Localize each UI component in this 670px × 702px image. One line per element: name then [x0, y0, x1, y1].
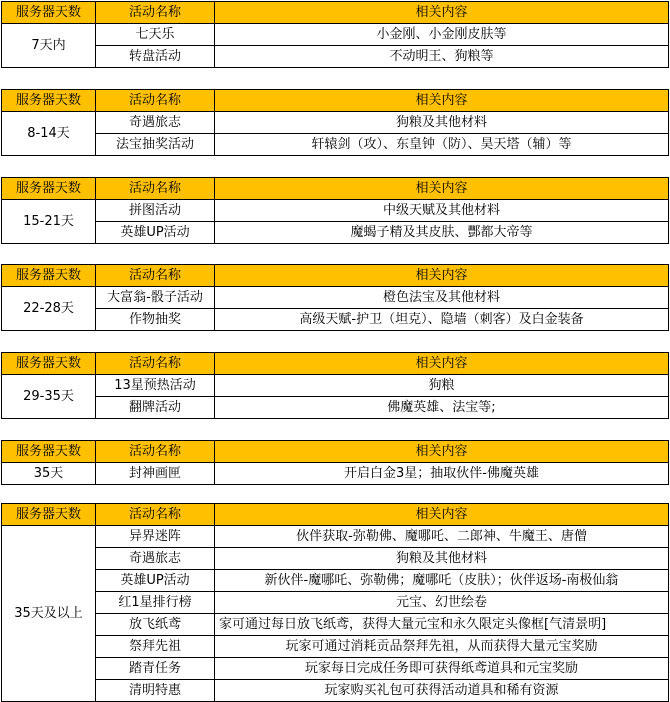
content-cell: 狗粮: [215, 375, 669, 397]
header-server-days: 服务器天数: [2, 441, 96, 463]
table-row: [2, 287, 669, 309]
content-cell: 小金刚、小金刚皮肤等: [215, 24, 669, 46]
table-row: [2, 222, 669, 244]
content-cell: 佛魔英雄、法宝等;: [215, 397, 669, 419]
activity-name-cell: 异界迷阵: [96, 526, 215, 548]
content-cell: 家可通过每日放飞纸鸢，获得大量元宝和永久限定头像框[气清景明]: [215, 614, 669, 636]
activity-name-cell: 清明特惠: [96, 680, 215, 702]
content-cell: 高级天赋-护卫（坦克）、隐墙（刺客）及白金装备: [215, 309, 669, 331]
header-activity-name: 活动名称: [96, 178, 215, 200]
table-row: [2, 570, 669, 592]
activity-name-cell: 英雄UP活动: [96, 570, 215, 592]
content-cell: 狗粮及其他材料: [215, 112, 669, 134]
header-content: 相关内容: [215, 441, 669, 463]
activity-name-cell: 大富翁-骰子活动: [96, 287, 215, 309]
table-header-row: [2, 504, 669, 526]
table-row: [2, 24, 669, 46]
header-activity-name: 活动名称: [96, 90, 215, 112]
header-content: 相关内容: [215, 353, 669, 375]
server-day-cell: 8-14天: [2, 112, 96, 156]
activity-name-cell: 七天乐: [96, 24, 215, 46]
table-row: [2, 548, 669, 570]
table-row: [2, 46, 669, 68]
header-server-days: 服务器天数: [2, 90, 96, 112]
header-content: 相关内容: [215, 265, 669, 287]
table-header-row: [2, 353, 669, 375]
activity-table-4: [1, 264, 669, 331]
header-content: 相关内容: [215, 90, 669, 112]
activity-table-6: [1, 440, 669, 485]
table-header-row: [2, 178, 669, 200]
content-cell: 开启白金3星；抽取伙伴-佛魔英雄: [215, 463, 669, 485]
table-row: [2, 592, 669, 614]
header-activity-name: 活动名称: [96, 265, 215, 287]
table-row: [2, 397, 669, 419]
header-activity-name: 活动名称: [96, 441, 215, 463]
server-day-cell: 29-35天: [2, 375, 96, 419]
activity-name-cell: 红1星排行榜: [96, 592, 215, 614]
content-cell: 橙色法宝及其他材料: [215, 287, 669, 309]
header-content: 相关内容: [215, 178, 669, 200]
activity-name-cell: 奇遇旅志: [96, 112, 215, 134]
activity-name-cell: 法宝抽奖活动: [96, 134, 215, 156]
header-content: 相关内容: [215, 504, 669, 526]
activity-name-cell: 奇遇旅志: [96, 548, 215, 570]
activity-name-cell: 祭拜先祖: [96, 636, 215, 658]
header-server-days: 服务器天数: [2, 2, 96, 24]
table-row: [2, 200, 669, 222]
activity-table-5: [1, 352, 669, 419]
header-content: 相关内容: [215, 2, 669, 24]
content-cell: 玩家购买礼包可获得活动道具和稀有资源: [215, 680, 669, 702]
header-activity-name: 活动名称: [96, 2, 215, 24]
header-server-days: 服务器天数: [2, 178, 96, 200]
table-header-row: [2, 90, 669, 112]
activity-name-cell: 转盘活动: [96, 46, 215, 68]
header-activity-name: 活动名称: [96, 353, 215, 375]
content-cell: 中级天赋及其他材料: [215, 200, 669, 222]
header-server-days: 服务器天数: [2, 353, 96, 375]
activity-table-1: [1, 1, 669, 68]
content-cell: 不动明王、狗粮等: [215, 46, 669, 68]
server-day-cell: 22-28天: [2, 287, 96, 331]
activity-name-cell: 英雄UP活动: [96, 222, 215, 244]
table-row: [2, 526, 669, 548]
table-row: [2, 375, 669, 397]
content-cell: 轩辕剑（攻）、东皇钟（防）、昊天塔（辅）等: [215, 134, 669, 156]
activity-name-cell: 拼图活动: [96, 200, 215, 222]
server-day-cell: 35天: [2, 463, 96, 485]
content-cell: 狗粮及其他材料: [215, 548, 669, 570]
activity-name-cell: 封神画匣: [96, 463, 215, 485]
content-cell: 伙伴获取-弥勒佛、魔哪吒、二郎神、牛魔王、唐僧: [215, 526, 669, 548]
server-day-cell: 15-21天: [2, 200, 96, 244]
table-row: [2, 614, 669, 636]
activity-table-7: [1, 503, 669, 702]
table-row: [2, 134, 669, 156]
content-cell: 玩家可通过消耗贡品祭拜先祖，从而获得大量元宝奖励: [215, 636, 669, 658]
header-server-days: 服务器天数: [2, 265, 96, 287]
content-cell: 元宝、幻世绘卷: [215, 592, 669, 614]
server-day-cell: 7天内: [2, 24, 96, 68]
activity-name-cell: 作物抽奖: [96, 309, 215, 331]
table-header-row: [2, 441, 669, 463]
table-row: [2, 309, 669, 331]
activity-name-cell: 翻牌活动: [96, 397, 215, 419]
table-row: [2, 680, 669, 702]
content-cell: 魔蝎子精及其皮肤、酆都大帝等: [215, 222, 669, 244]
table-header-row: [2, 2, 669, 24]
activity-table-3: [1, 177, 669, 244]
header-activity-name: 活动名称: [96, 504, 215, 526]
activity-name-cell: 13星预热活动: [96, 375, 215, 397]
table-row: [2, 463, 669, 485]
activity-name-cell: 放飞纸鸢: [96, 614, 215, 636]
header-server-days: 服务器天数: [2, 504, 96, 526]
table-row: [2, 112, 669, 134]
table-header-row: [2, 265, 669, 287]
server-day-cell: 35天及以上: [2, 526, 96, 702]
activity-table-2: [1, 89, 669, 156]
activity-name-cell: 踏青任务: [96, 658, 215, 680]
content-cell: 新伙伴-魔哪吒、弥勒佛；魔哪吒（皮肤）；伙伴返场-南极仙翁: [215, 570, 669, 592]
table-row: [2, 636, 669, 658]
content-cell: 玩家每日完成任务即可获得纸鸢道具和元宝奖励: [215, 658, 669, 680]
table-row: [2, 658, 669, 680]
